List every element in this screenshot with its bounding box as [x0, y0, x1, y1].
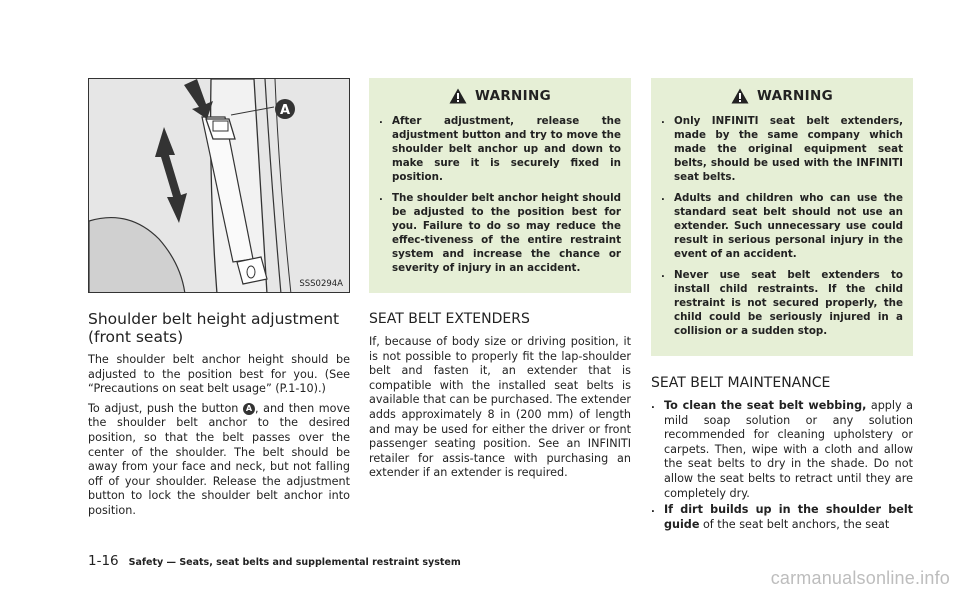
maintenance-item-text — [664, 399, 913, 501]
callout-a-letter: A — [279, 103, 291, 118]
maintenance-item-text — [664, 503, 913, 532]
section-title-shoulder-belt — [88, 310, 350, 346]
warning-item — [661, 114, 903, 184]
section-title-maintenance: SEAT BELT MAINTENANCE — [651, 375, 831, 391]
section-title-line2: (front seats) — [88, 328, 184, 346]
warning-title: WARNING — [475, 88, 551, 104]
warning-triangle-icon — [731, 88, 749, 104]
marker-a-icon: A — [243, 403, 255, 415]
warning-item — [661, 268, 903, 338]
warning-item-text: Never use seat belt extenders to install child restraints. If the child restraint is not secured properly, the child could be seriously injured in a collision or a sudden stop. — [674, 269, 903, 337]
bullet-icon: . — [379, 115, 383, 126]
bullet-icon: . — [661, 115, 665, 126]
warning-item-text: Only INFINITI seat belt extenders, made by the same company which made the original equipment seat belts, should be used with the INFINITI seat belts. — [674, 115, 903, 183]
figure-code: SSS0294A — [299, 279, 343, 289]
paragraph-extenders: If, because of body size or driving position, it is not possible to properly fit the lap-shoulder belt and fasten it, an extender that is compatible with the installed seat belts is available that can be purchased. The extender adds approximately 8 in (200 mm) of length and may be used for either the driver or front passenger seating position. See an INFINITI retailer for assis-tance with purchasing an extender if an extender is required. — [369, 335, 631, 480]
bullet-icon: . — [651, 504, 655, 516]
page-number: 1-16 — [88, 553, 119, 569]
seatbelt-anchor-illustration — [89, 79, 350, 293]
maintenance-item-bold: To clean the seat belt webbing, — [664, 399, 867, 412]
paragraph-anchor-height: The shoulder belt anchor height should be adjusted to the position best for you. (See “Precautions on seat belt usage” (P.1-10).) — [88, 353, 350, 396]
middle-column — [369, 78, 631, 486]
maintenance-item — [651, 503, 913, 532]
maintenance-item — [651, 399, 913, 501]
warning-item — [379, 114, 621, 184]
warning-item-text: The shoulder belt anchor height should be adjusted to the position best for you. Failure to do so may reduce the effec-tiveness of the entire restraint system and increase the chance or severity of injury in an accident. — [392, 192, 621, 274]
warning-header — [661, 88, 903, 104]
warning-item-text: After adjustment, release the adjustment button and try to move the shoulder belt anchor up and down to make sure it is securely fixed in position. — [392, 115, 621, 183]
left-column — [88, 78, 350, 524]
bullet-icon: . — [651, 400, 655, 411]
warning-item-text: Adults and children who can use the standard seat belt should not use an extender. Such unnecessary use could result in serious personal injury in the event of an accident. — [674, 192, 903, 260]
maintenance-item-bold: If dirt builds up in the shoulder belt guide — [664, 503, 913, 531]
para-text-before: To adjust, push the button — [88, 401, 243, 415]
warning-item — [661, 191, 903, 261]
paragraph-adjust-instructions — [88, 402, 350, 519]
section-title-extenders: SEAT BELT EXTENDERS — [369, 311, 530, 327]
bullet-icon: . — [661, 269, 665, 280]
section-title-line1: Shoulder belt height adjustment — [88, 310, 340, 328]
warning-item — [379, 191, 621, 275]
warning-box-adjustment — [369, 78, 631, 293]
warning-title: WARNING — [757, 88, 833, 104]
para-text-after: , and then move the shoulder belt anchor to the desired position, so that the belt passes over the center of the shoulder. The belt should be away from your face and neck, but not falling off of your shoulder. Release the adjustment button to lock the shoulder belt anchor into position. — [88, 401, 350, 517]
seatbelt-anchor-figure — [88, 78, 350, 293]
page-footer — [88, 553, 461, 569]
maintenance-item-body: apply a mild soap solution or any solution recommended for cleaning upholstery or carpets. Then, wipe with a cloth and allow the seat belts to dry in the shade. Do not allow the seat belts to retract until they are completely dry. — [664, 399, 913, 500]
warning-header — [379, 88, 621, 104]
maintenance-item-body: of the seat belt anchors, the seat — [699, 517, 890, 531]
chapter-title: Safety — Seats, seat belts and supplemental restraint system — [128, 557, 461, 568]
warning-triangle-icon — [449, 88, 467, 104]
bullet-icon: . — [661, 192, 665, 203]
watermark: carmanualsonline.info — [770, 568, 950, 588]
bullet-icon: . — [379, 192, 383, 203]
right-column — [651, 78, 913, 534]
warning-box-extenders — [651, 78, 913, 356]
